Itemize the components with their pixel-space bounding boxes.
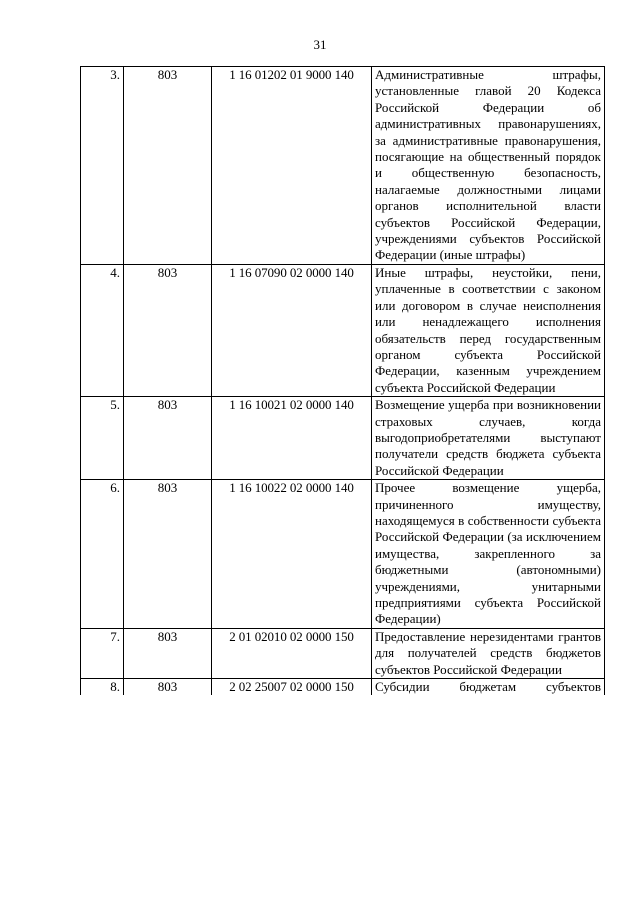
row-number: 4. — [81, 264, 124, 396]
table-row — [81, 628, 605, 678]
row-number: 5. — [81, 397, 124, 480]
row-number: 6. — [81, 480, 124, 629]
table-row — [81, 67, 605, 265]
budget-classification-code: 1 16 10022 02 0000 140 — [212, 480, 372, 629]
budget-classification-code: 1 16 07090 02 0000 140 — [212, 264, 372, 396]
revenue-name: Прочее возмещение ущерба, причиненного имуществу, находящемуся в собственности субъекта Российской Федерации (за исключением имущества, закрепленного за бюджетными (автономными) учреждениями, унитарными предприятиями субъекта Российской Федерации) — [372, 480, 605, 629]
budget-classification-code: 1 16 10021 02 0000 140 — [212, 397, 372, 480]
revenue-name: Иные штрафы, неустойки, пени, уплаченные в соответствии с законом или договором в случае неисполнения или ненадлежащего исполнения обязательств перед государственным органом субъекта Российской Федерации, казенным учреждением субъекта Российской Федерации — [372, 264, 605, 396]
budget-classification-code: 2 01 02010 02 0000 150 — [212, 628, 372, 678]
administrator-code: 803 — [124, 480, 212, 629]
row-number: 7. — [81, 628, 124, 678]
revenue-name: Предоставление нерезидентами грантов для получателей средств бюджетов субъектов Российской Федерации — [372, 628, 605, 678]
table-row — [81, 480, 605, 629]
budget-classification-code: 1 16 01202 01 9000 140 — [212, 67, 372, 265]
revenue-name: Возмещение ущерба при возникновении страховых случаев, когда выгодоприобретателями выступают получатели средств бюджета субъекта Российской Федерации — [372, 397, 605, 480]
table-row — [81, 679, 605, 696]
administrator-code: 803 — [124, 264, 212, 396]
budget-classification-code: 2 02 25007 02 0000 150 — [212, 679, 372, 696]
administrator-code: 803 — [124, 67, 212, 265]
row-number: 3. — [81, 67, 124, 265]
administrator-code: 803 — [124, 397, 212, 480]
table-row — [81, 264, 605, 396]
page-number: 31 — [313, 37, 327, 52]
revenue-name: Субсидии бюджетам субъектов — [372, 679, 605, 696]
row-number: 8. — [81, 679, 124, 696]
administrator-code: 803 — [124, 628, 212, 678]
revenue-name: Административные штрафы, установленные главой 20 Кодекса Российской Федерации об административных правонарушениях, за административные правонарушения, посягающие на общественный порядок и общественную безопасность, налагаемые должностными лицами органов исполнительной власти субъектов Российской Федерации, учреждениями субъектов Российской Федерации (иные штрафы) — [372, 67, 605, 265]
table-row — [81, 397, 605, 480]
budget-revenue-table — [80, 66, 605, 695]
administrator-code: 803 — [124, 679, 212, 696]
